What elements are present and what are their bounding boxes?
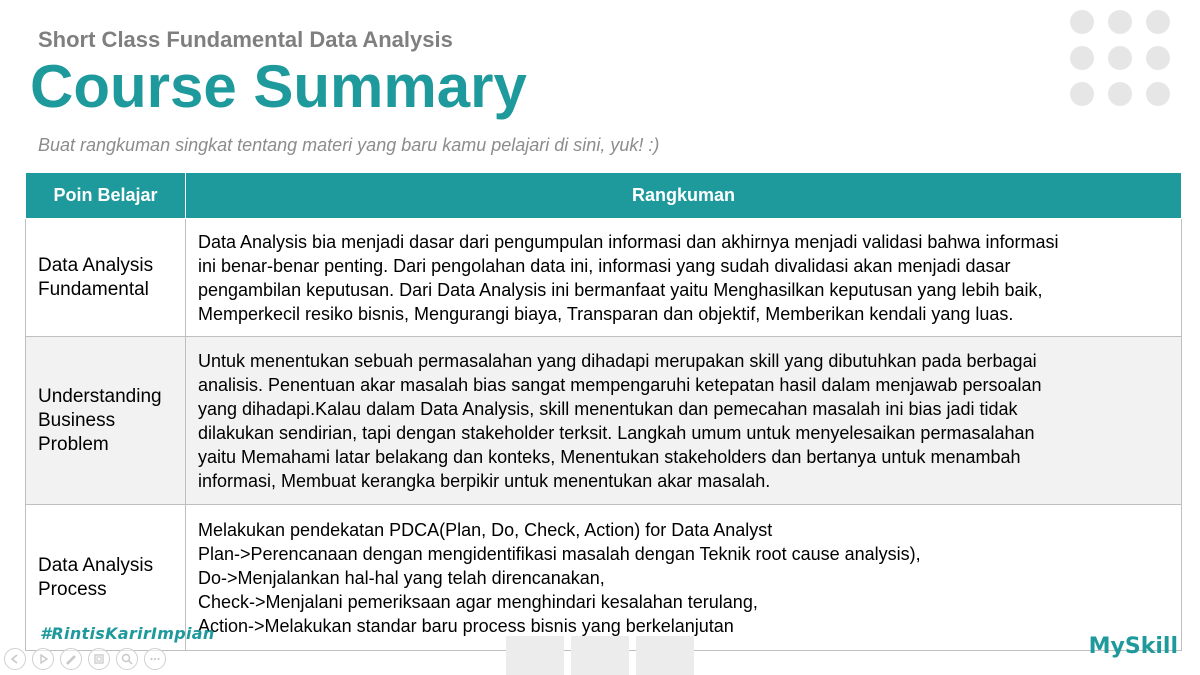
rangkuman-line: Memperkecil resiko bisnis, Mengurangi biaya, Transparan dan objektif, Memberikan kendali yang luas. [198, 303, 1014, 324]
rangkuman-line: Untuk menentukan sebuah permasalahan yang dihadapi merupakan skill yang dibutuhkan pada berbagai [198, 350, 1037, 371]
poin-line: Problem [38, 433, 109, 455]
poin-line: Understanding [38, 385, 162, 407]
brand-logo: MySkill [1088, 634, 1178, 659]
header-rangkuman: Rangkuman [186, 173, 1182, 219]
poin-cell[interactable] [26, 337, 186, 505]
rangkuman-line: Do->Menjalankan hal-hal yang telah direncanakan, [198, 567, 605, 588]
rangkuman-line: Check->Menjalani pemeriksaan agar menghindari kesalahan terulang, [198, 591, 758, 612]
poin-line: Fundamental [38, 278, 149, 300]
rangkuman-line: Melakukan pendekatan PDCA(Plan, Do, Check, Action) for Data Analyst [198, 519, 773, 540]
rangkuman-line: informasi, Membuat kerangka berpikir untuk menentukan akar masalah. [198, 470, 771, 491]
summary-table [25, 172, 1182, 651]
rangkuman-line: dilakukan sendirian, tapi dengan stakeholder terksit. Langkah umum untuk menyelesaikan permasalahan [198, 422, 1035, 443]
more-icon[interactable] [144, 648, 166, 670]
rangkuman-line: Action->Melakukan standar baru process bisnis yang berkelanjutan [198, 615, 734, 636]
pen-icon[interactable] [60, 648, 82, 670]
decorative-dots [1070, 8, 1200, 118]
page-title: Course Summary [30, 53, 527, 120]
ghost-block [636, 636, 694, 675]
rangkuman-line: yang dihadapi.Kalau dalam Data Analysis, skill menentukan dan pemecahan masalah ini bias jadi tidak [198, 398, 1018, 419]
poin-line: Process [38, 578, 107, 600]
ghost-block [506, 636, 564, 675]
play-icon[interactable] [32, 648, 54, 670]
table-row [26, 337, 1182, 505]
instruction-text: Buat rangkuman singkat tentang materi yang baru kamu pelajari di sini, yuk! :) [38, 135, 660, 155]
table-row [26, 219, 1182, 337]
poin-line: Business [38, 409, 116, 431]
rangkuman-line: Plan->Perencanaan dengan mengidentifikasi masalah dengan Teknik root cause analysis), [198, 543, 921, 564]
poin-cell[interactable] [26, 219, 186, 337]
rangkuman-line: yaitu Memahami latar belakang dan konteks, Menentukan stakeholders dan bertanya untuk menambah [198, 446, 1021, 467]
poin-line: Data Analysis [38, 254, 154, 276]
header-poin-belajar: Poin Belajar [26, 173, 186, 219]
zoom-icon[interactable] [116, 648, 138, 670]
rangkuman-cell[interactable] [186, 219, 1182, 337]
rangkuman-line: Data Analysis bia menjadi dasar dari pengumpulan informasi dan akhirnya menjadi validasi bahwa informasi [198, 231, 1059, 252]
slideshow-toolbar [4, 648, 166, 670]
course-subtitle: Short Class Fundamental Data Analysis [38, 27, 453, 52]
prev-icon[interactable] [4, 648, 26, 670]
rangkuman-cell[interactable] [186, 505, 1182, 651]
rangkuman-cell[interactable] [186, 337, 1182, 505]
hashtag-label: #RintisKarirImpian [40, 624, 215, 643]
rangkuman-line: pengambilan keputusan. Dari Data Analysis ini bermanfaat yaitu Menghasilkan keputusan yang lebih baik, [198, 279, 1043, 300]
rangkuman-line: ini benar-benar penting. Dari pengolahan data ini, informasi yang sudah divalidasi akan menjadi dasar [198, 255, 1011, 276]
table-header-row [26, 173, 1182, 219]
poin-line: Data Analysis [38, 554, 154, 576]
ghost-block [571, 636, 629, 675]
slides-icon[interactable] [88, 648, 110, 670]
rangkuman-line: analisis. Penentuan akar masalah bias sangat mempengaruhi ketepatan hasil dalam menjawab persoalan [198, 374, 1042, 395]
